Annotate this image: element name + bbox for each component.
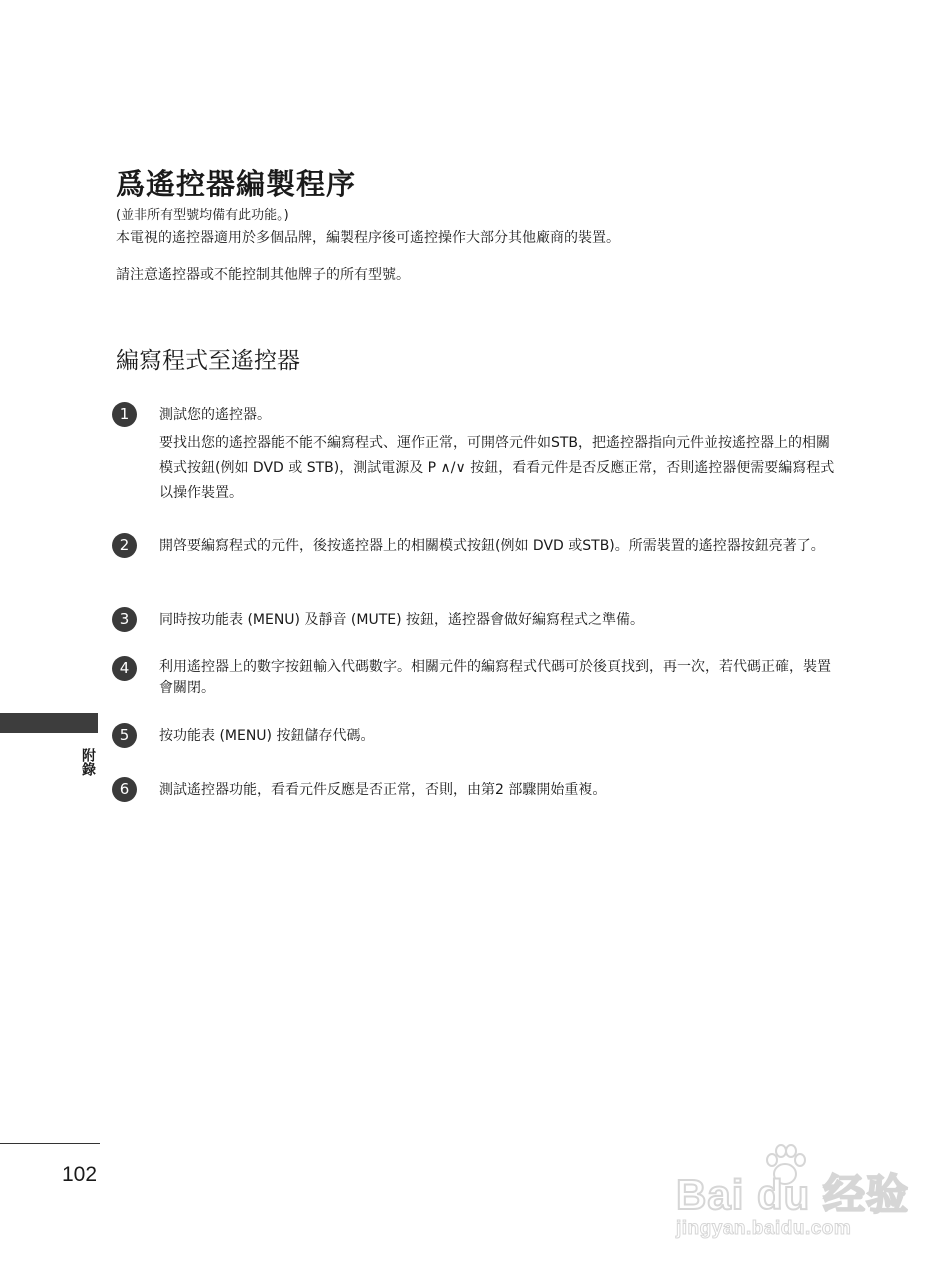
step-content [159,403,842,506]
step-title: 測試您的遙控器。 [159,407,271,423]
page-number: 102 [62,1163,98,1186]
step-content [159,724,842,748]
step-number-badge: 2 [112,533,137,558]
intro-paragraph: 本電視的遙控器適用於多個品牌，編製程序後可遙控操作大部分其他廠商的裝置。 [116,230,620,246]
section-tab-label: 附錄 [80,748,96,776]
step-content [159,608,842,632]
step-content [159,657,842,699]
step-number-badge: 5 [112,723,137,748]
step-number-badge: 6 [112,777,137,802]
section-tab-bar [0,713,98,733]
step-content [159,778,842,802]
step-text: 利用遙控器上的數字按鈕輸入代碼數字。相關元件的編寫程式代碼可於後頁找到，再一次，若代碼正確，裝置會關閉。 [159,659,831,696]
step-text: 開啓要編寫程式的元件，後按遙控器上的相關模式按鈕(例如 DVD 或STB)。所需裝置的遙控器按鈕亮著了。 [159,538,825,554]
step-text: 按功能表 (MENU) 按鈕儲存代碼。 [159,728,375,744]
step-number-badge: 1 [112,402,137,427]
step-text: 測試遙控器功能，看看元件反應是否正常，否則，由第2 部驟開始重複。 [159,782,607,798]
watermark-brand: Bai du 经验 [676,1171,910,1218]
step-number-badge: 4 [112,656,137,681]
availability-note: (並非所有型號均備有此功能。) [116,208,289,223]
page-title: 爲遙控器編製程序 [116,167,357,201]
step-content [159,534,842,558]
compatibility-note: 請注意遙控器或不能控制其他牌子的所有型號。 [116,267,410,283]
step-text: 同時按功能表 (MENU) 及靜音 (MUTE) 按鈕，遙控器會做好編寫程式之準備。 [159,612,645,628]
section-title: 編寫程式至遙控器 [116,348,300,374]
step-number-badge: 3 [112,607,137,632]
step-text: 要找出您的遙控器能不能不編寫程式、運作正常，可開啓元件如STB，把遙控器指向元件並按遙控器上的相關模式按鈕(例如 DVD 或 STB)，測試電源及 P ∧/∨ 按鈕，看看元件是否反應正常，否則遙控器便需要編寫程式以操作裝置。 [159,435,835,501]
watermark-url: jingyan.baidu.com [676,1218,852,1239]
footer-rule [0,1143,100,1144]
watermark [676,1140,916,1260]
